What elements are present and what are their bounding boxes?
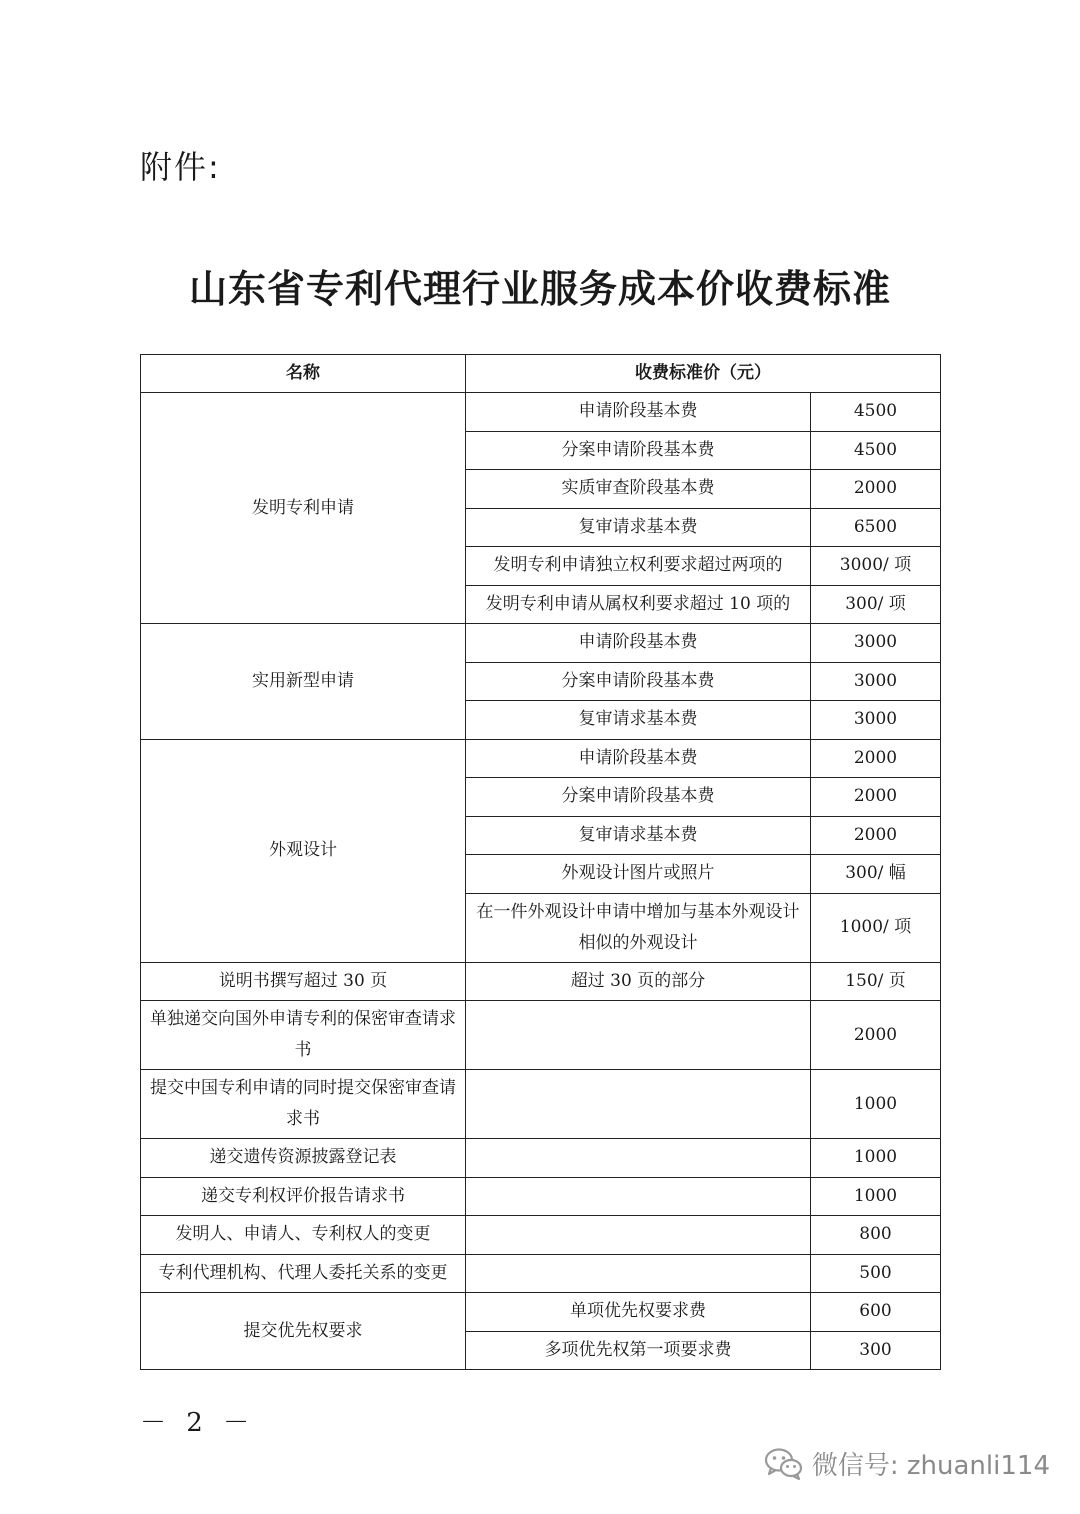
price-cell: 1000/ 项 [811, 893, 941, 962]
item-cell: 在一件外观设计申请中增加与基本外观设计相似的外观设计 [466, 893, 811, 962]
item-cell: 申请阶段基本费 [466, 739, 811, 778]
item-cell: 超过 30 页的部分 [466, 962, 811, 1001]
item-cell: 分案申请阶段基本费 [466, 662, 811, 701]
price-cell: 3000 [811, 662, 941, 701]
price-cell: 3000 [811, 624, 941, 663]
empty-cell [466, 1070, 811, 1139]
item-cell: 外观设计图片或照片 [466, 855, 811, 894]
price-cell: 1000 [811, 1177, 941, 1216]
table-row [141, 1254, 941, 1293]
header-price: 收费标准价（元） [466, 355, 941, 393]
attachment-label: 附件: [140, 148, 221, 186]
empty-cell [466, 1254, 811, 1293]
price-cell: 2000 [811, 470, 941, 509]
header-name: 名称 [141, 355, 466, 393]
watermark [764, 1445, 1050, 1482]
row-name: 发明人、申请人、专利权人的变更 [141, 1216, 466, 1255]
table-row [141, 624, 941, 663]
table-row [141, 1216, 941, 1255]
item-cell: 复审请求基本费 [466, 816, 811, 855]
empty-cell [466, 1139, 811, 1178]
item-cell: 复审请求基本费 [466, 508, 811, 547]
price-cell: 2000 [811, 739, 941, 778]
page-title: 山东省专利代理行业服务成本价收费标准 [188, 267, 891, 311]
price-cell: 3000 [811, 701, 941, 740]
item-cell: 实质审查阶段基本费 [466, 470, 811, 509]
table-row [141, 739, 941, 778]
item-cell: 发明专利申请独立权利要求超过两项的 [466, 547, 811, 586]
table-row [141, 1070, 941, 1139]
item-cell: 申请阶段基本费 [466, 393, 811, 432]
table-row [141, 962, 941, 1001]
empty-cell [466, 1216, 811, 1255]
table-row [141, 1177, 941, 1216]
group-name-specification: 说明书撰写超过 30 页 [141, 962, 466, 1001]
price-cell: 300/ 幅 [811, 855, 941, 894]
group-name-design: 外观设计 [141, 739, 466, 962]
group-name-utility: 实用新型申请 [141, 624, 466, 740]
price-cell: 300 [811, 1331, 941, 1370]
row-name: 提交中国专利申请的同时提交保密审查请求书 [141, 1070, 466, 1139]
item-cell: 分案申请阶段基本费 [466, 431, 811, 470]
price-cell: 150/ 页 [811, 962, 941, 1001]
empty-cell [466, 1001, 811, 1070]
price-cell: 4500 [811, 431, 941, 470]
row-name: 递交专利权评价报告请求书 [141, 1177, 466, 1216]
table-row [141, 1293, 941, 1332]
row-name: 专利代理机构、代理人委托关系的变更 [141, 1254, 466, 1293]
item-cell: 发明专利申请从属权利要求超过 10 项的 [466, 585, 811, 624]
price-cell: 2000 [811, 816, 941, 855]
table-row [141, 1139, 941, 1178]
price-cell: 500 [811, 1254, 941, 1293]
item-cell: 申请阶段基本费 [466, 624, 811, 663]
fee-table [140, 354, 941, 1370]
table-row [141, 393, 941, 432]
price-cell: 1000 [811, 1070, 941, 1139]
page-number: － 2 － [140, 1408, 256, 1438]
item-cell: 单项优先权要求费 [466, 1293, 811, 1332]
watermark-text: 微信号: zhuanli114 [811, 1451, 1050, 1481]
price-cell: 300/ 项 [811, 585, 941, 624]
table-header-row [141, 355, 941, 393]
price-cell: 3000/ 项 [811, 547, 941, 586]
price-cell: 2000 [811, 778, 941, 817]
table-row [141, 1001, 941, 1070]
price-cell: 2000 [811, 1001, 941, 1070]
item-cell: 分案申请阶段基本费 [466, 778, 811, 817]
row-name: 单独递交向国外申请专利的保密审查请求书 [141, 1001, 466, 1070]
item-cell: 复审请求基本费 [466, 701, 811, 740]
row-name: 递交遗传资源披露登记表 [141, 1139, 466, 1178]
price-cell: 600 [811, 1293, 941, 1332]
price-cell: 800 [811, 1216, 941, 1255]
price-cell: 1000 [811, 1139, 941, 1178]
empty-cell [466, 1177, 811, 1216]
price-cell: 6500 [811, 508, 941, 547]
group-name-invention: 发明专利申请 [141, 393, 466, 624]
group-name-priority: 提交优先权要求 [141, 1293, 466, 1370]
price-cell: 4500 [811, 393, 941, 432]
item-cell: 多项优先权第一项要求费 [466, 1331, 811, 1370]
wechat-icon [764, 1447, 804, 1481]
